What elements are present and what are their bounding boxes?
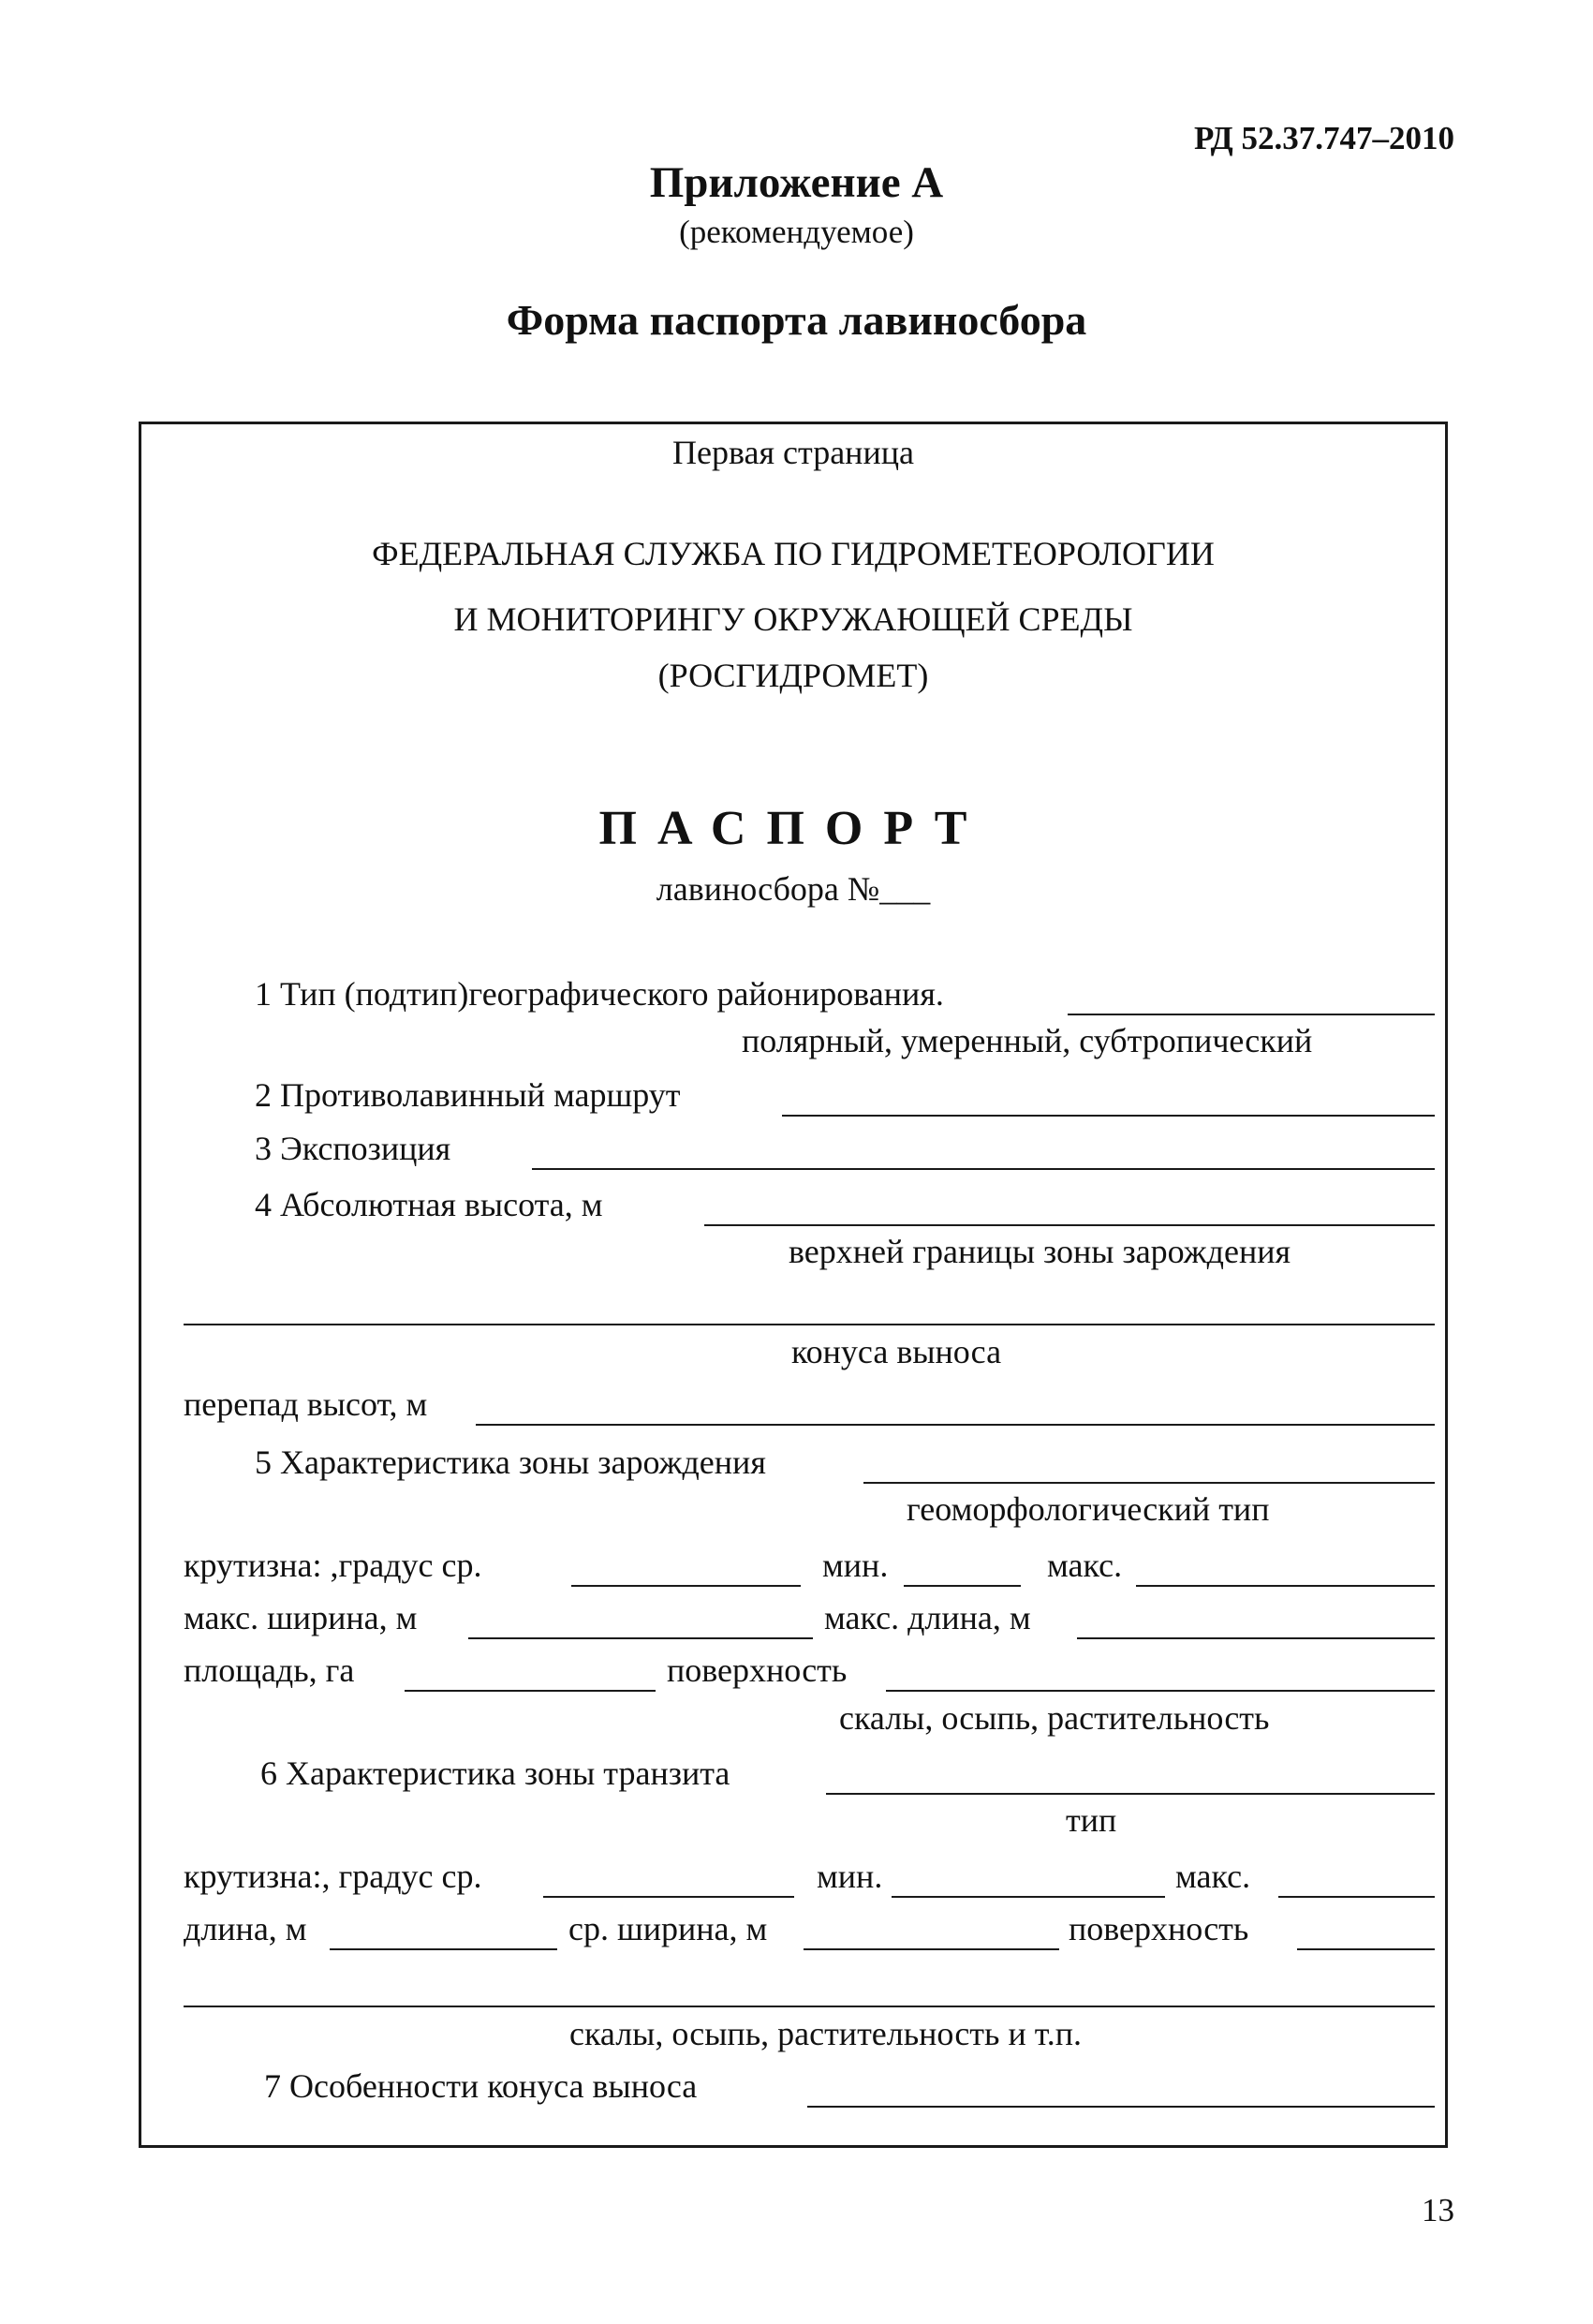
- avg-width-input[interactable]: [804, 1948, 1059, 1950]
- field-2-input[interactable]: [782, 1115, 1435, 1117]
- max-width-label: макс. ширина, м: [184, 1599, 418, 1636]
- field-6-label: 6 Характеристика зоны транзита: [260, 1754, 730, 1792]
- passport-subtitle: лавиносбора №___: [656, 870, 931, 908]
- field-1-input[interactable]: [1068, 1014, 1435, 1015]
- appendix-note: (рекомендуемое): [679, 214, 914, 250]
- page-number: 13: [1422, 2192, 1454, 2228]
- height-diff-input[interactable]: [476, 1424, 1435, 1426]
- steepness-1-label: крутизна: ,градус ср.: [184, 1547, 482, 1584]
- field-3-input[interactable]: [532, 1168, 1435, 1170]
- height-diff-label: перепад высот, м: [184, 1385, 428, 1423]
- max-length-input[interactable]: [1077, 1637, 1435, 1639]
- steepness-2-avg-input[interactable]: [543, 1896, 794, 1898]
- field-4-input[interactable]: [704, 1224, 1435, 1226]
- field-5-label: 5 Характеристика зоны зарождения: [255, 1443, 766, 1481]
- form-title: Форма паспорта лавиносбора: [506, 296, 1087, 344]
- steepness-2-min-label: мин.: [817, 1858, 883, 1895]
- agency-line-3: (РОСГИДРОМЕТ): [657, 657, 929, 694]
- field-1-hint: полярный, умеренный, субтропический: [742, 1022, 1313, 1059]
- document-code: РД 52.37.747–2010: [1194, 120, 1454, 156]
- field-5-hint: геоморфологический тип: [907, 1490, 1270, 1528]
- field-6-hint: тип: [1066, 1801, 1117, 1839]
- max-length-label: макс. длина, м: [824, 1599, 1031, 1636]
- field-4-hint: верхней границы зоны зарождения: [789, 1233, 1291, 1270]
- page-label: Первая страница: [672, 434, 914, 471]
- cone-hint: конуса выноса: [791, 1333, 1002, 1370]
- appendix-title: Приложение А: [649, 158, 944, 207]
- area-input[interactable]: [405, 1690, 656, 1692]
- field-6-input[interactable]: [826, 1793, 1435, 1795]
- length-input[interactable]: [330, 1948, 557, 1950]
- field-4-label: 4 Абсолютная высота, м: [255, 1186, 603, 1223]
- agency-line-2: И МОНИТОРИНГУ ОКРУЖАЮЩЕЙ СРЕДЫ: [453, 600, 1133, 638]
- steepness-2-label: крутизна:, градус ср.: [184, 1858, 482, 1895]
- cone-input[interactable]: [184, 1324, 1435, 1325]
- surface-2-label: поверхность: [1069, 1910, 1249, 1947]
- surface-label: поверхность: [667, 1651, 848, 1689]
- field-3-label: 3 Экспозиция: [255, 1130, 451, 1167]
- max-width-input[interactable]: [468, 1637, 813, 1639]
- surface-2-continuation-input[interactable]: [184, 2006, 1435, 2007]
- steepness-1-min-input[interactable]: [904, 1585, 1021, 1587]
- length-label: длина, м: [184, 1910, 307, 1947]
- surface-2-hint: скалы, осыпь, растительность и т.п.: [569, 2015, 1083, 2052]
- field-2-label: 2 Противолавинный маршрут: [255, 1076, 681, 1114]
- area-label: площадь, га: [184, 1651, 355, 1689]
- steepness-1-max-label: макс.: [1047, 1547, 1123, 1584]
- steepness-2-min-input[interactable]: [892, 1896, 1165, 1898]
- surface-2-input[interactable]: [1297, 1948, 1435, 1950]
- steepness-2-max-input[interactable]: [1278, 1896, 1435, 1898]
- field-1-label: 1 Тип (подтип)географического районирования.: [255, 975, 944, 1013]
- agency-line-1: ФЕДЕРАЛЬНАЯ СЛУЖБА ПО ГИДРОМЕТЕОРОЛОГИИ: [372, 535, 1215, 572]
- steepness-1-avg-input[interactable]: [571, 1585, 801, 1587]
- steepness-1-min-label: мин.: [822, 1547, 889, 1584]
- avg-width-label: ср. ширина, м: [568, 1910, 768, 1947]
- field-7-label: 7 Особенности конуса выноса: [264, 2067, 698, 2105]
- steepness-1-max-input[interactable]: [1136, 1585, 1435, 1587]
- surface-hint: скалы, осыпь, растительность: [839, 1699, 1270, 1737]
- steepness-2-max-label: макс.: [1175, 1858, 1251, 1895]
- surface-input[interactable]: [886, 1690, 1435, 1692]
- field-7-input[interactable]: [807, 2106, 1435, 2108]
- field-5-input[interactable]: [863, 1482, 1435, 1484]
- passport-title: ПАСПОРТ: [598, 802, 988, 855]
